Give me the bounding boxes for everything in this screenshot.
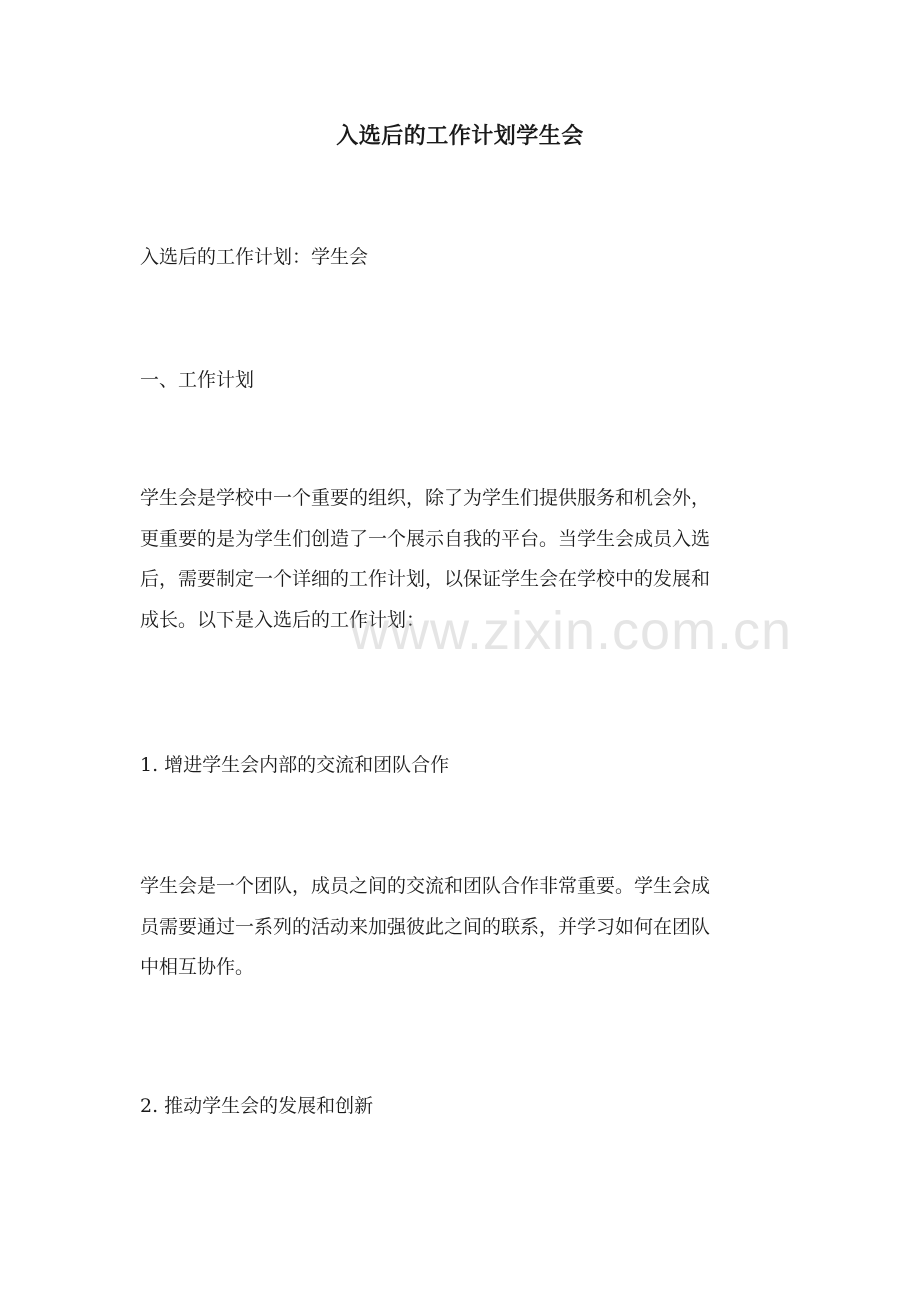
- watermark-text: www.zixin.com.cn: [350, 601, 793, 661]
- paragraph-line: 学生会是学校中一个重要的组织，除了为学生们提供服务和机会外，: [140, 487, 711, 509]
- paragraph-line: 后，需要制定一个详细的工作计划，以保证学生会在学校中的发展和: [140, 568, 711, 590]
- document-subtitle: 入选后的工作计划：学生会: [140, 246, 369, 268]
- paragraph-line: 学生会是一个团队，成员之间的交流和团队合作非常重要。学生会成: [140, 875, 711, 897]
- section-heading-work-plan: 一、工作计划: [140, 369, 255, 391]
- document-title: 入选后的工作计划学生会: [336, 123, 584, 149]
- intro-paragraph: [140, 478, 790, 640]
- item-2-heading: 2. 推动学生会的发展和创新: [140, 1095, 374, 1117]
- paragraph-line: 中相互协作。: [140, 956, 255, 978]
- item-1-paragraph: [140, 866, 790, 988]
- paragraph-line: 成长。以下是入选后的工作计划：: [140, 608, 426, 631]
- paragraph-line: 更重要的是为学生们创造了一个展示自我的平台。当学生会成员入选: [140, 527, 711, 550]
- paragraph-line: 员需要通过一系列的活动来加强彼此之间的联系，并学习如何在团队: [140, 915, 711, 938]
- item-1-heading: 1. 增进学生会内部的交流和团队合作: [140, 754, 450, 776]
